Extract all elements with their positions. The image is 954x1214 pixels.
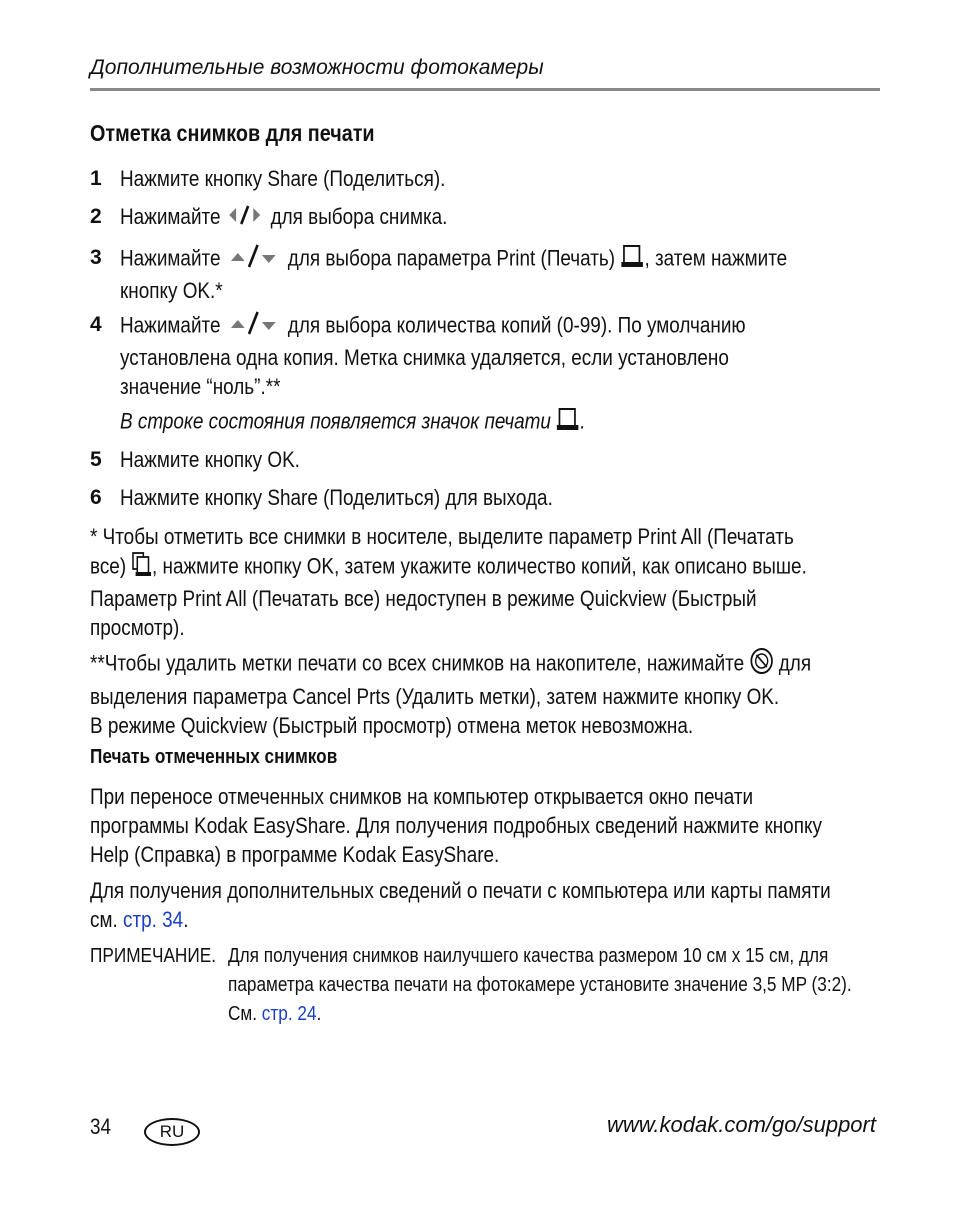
support-url: www.kodak.com/go/support	[606, 1112, 876, 1137]
language-badge: RU	[144, 1118, 200, 1146]
print-icon	[556, 406, 580, 439]
step-number: 5	[90, 448, 102, 471]
step-number: 1	[90, 167, 102, 190]
up-down-arrows-icon	[226, 310, 283, 343]
step-number: 3	[90, 246, 102, 269]
step-number: 6	[90, 486, 102, 509]
step-text: Нажимайте для выбора количества копий (0-99). По умолчанию установлена одна копия. Метка снимка удаляется, если установлено значение “ноль”.**	[120, 310, 847, 401]
step-number: 4	[90, 313, 102, 336]
page-24-link[interactable]: стр. 24	[261, 1003, 317, 1025]
print-all-icon	[131, 551, 152, 584]
status-note: В строке состояния появляется значок печати .	[120, 406, 586, 439]
step-text: Нажмите кнопку OK.	[120, 447, 300, 472]
note-label: ПРИМЕЧАНИЕ.	[90, 945, 216, 967]
footnote-cancel-prints: **Чтобы удалить метки печати со всех снимков на накопителе, нажимайте для выделения параметра Cancel Prts (Удалить метки), затем нажмите кнопку OK. В режиме Quickview (Быстрый просмотр) отмена меток невозможна.	[90, 647, 928, 740]
header-divider	[90, 88, 880, 91]
step-text: Нажмите кнопку Share (Поделиться) для выхода.	[120, 485, 553, 510]
paragraph-more-info: Для получения дополнительных сведений о печати с компьютера или карты памяти см. стр. 34.	[90, 878, 831, 932]
section-header: Дополнительные возможности фотокамеры	[90, 56, 544, 79]
step-text: Нажмите кнопку Share (Поделиться).	[120, 166, 446, 191]
footnote-print-all: * Чтобы отметить все снимки в носителе, выделите параметр Print All (Печатать все) , нажмите кнопку OK, затем укажите количество копий, как описано выше. Параметр Print All (Печатать все) недоступен в режиме Quickview (Быстрый просмотр).	[90, 524, 807, 640]
print-icon	[620, 243, 644, 276]
subheading: Печать отмеченных снимков	[90, 746, 338, 768]
step-text: Нажимайте для выбора снимка.	[120, 202, 447, 233]
page-number: 34	[90, 1114, 112, 1139]
note-text: Для получения снимков наилучшего качества размером 10 см x 15 см, для параметра качества печати на фотокамере установите значение 3,5 MP (3:2). См. стр. 24.	[228, 945, 852, 1025]
delete-button-icon	[749, 647, 773, 682]
page-title: Отметка снимков для печати	[90, 120, 375, 146]
page-34-link[interactable]: стр. 34	[123, 907, 184, 932]
step-number: 2	[90, 205, 102, 228]
step-text: Нажимайте для выбора параметра Print (Печать) , затем нажмите кнопку OK.*	[120, 243, 896, 305]
paragraph-transfer: При переносе отмеченных снимков на компьютер открывается окно печати программы Kodak EasyShare. Для получения подробных сведений нажмите кнопку Help (Справка) в программе Kodak EasyShare.	[90, 784, 822, 867]
up-down-arrows-icon	[226, 243, 283, 276]
left-right-arrows-icon	[226, 204, 266, 233]
